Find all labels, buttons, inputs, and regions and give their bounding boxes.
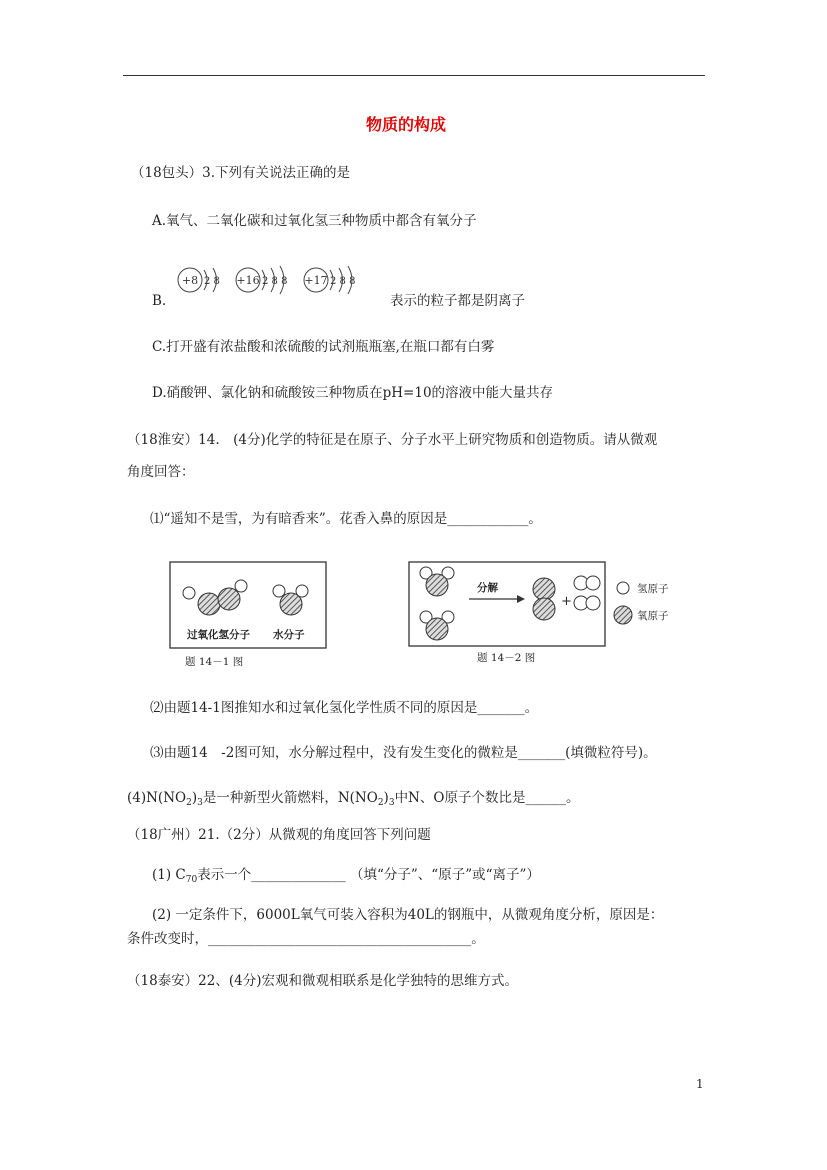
h2o2-label: 过氧化氢分子 xyxy=(187,629,250,641)
q4-header: （18泰安）22、(4分)宏观和微观相联系是化学独特的思维方式。 xyxy=(127,973,518,989)
oxygen-molecule-model xyxy=(533,578,555,620)
q1-header: （18包头）3.下列有关说法正确的是 xyxy=(131,165,351,181)
legend-oxygen-label: 氧原子 xyxy=(637,610,669,622)
figure-14-2-caption: 题 14－2 图 xyxy=(477,652,536,664)
q1-option-a: A.氧气、二氧化碳和过氧化氢三种物质中都含有氧分子 xyxy=(152,213,477,229)
header-rule xyxy=(123,75,705,76)
plus-sign: + xyxy=(561,594,572,609)
q1-option-b-prefix: B. xyxy=(152,293,167,309)
legend-oxygen-swatch xyxy=(614,606,632,624)
q2-part4: $(4)N(NO_2)_3$是一种新型火箭燃料，$N(NO_2)_3$中N、O原子个数比是______。 xyxy=(127,790,580,808)
figure-14-1 xyxy=(165,559,330,671)
q3-part2-line2: 条件改变时，_______________________________________。 xyxy=(127,931,485,947)
figure-14-1-caption: 题 14－1 图 xyxy=(185,656,244,668)
h2o-label: 水分子 xyxy=(273,629,305,641)
legend-hydrogen-swatch xyxy=(617,582,629,594)
h2o-molecule-model xyxy=(273,585,308,615)
page-number: 1 xyxy=(696,1077,704,1091)
ion-1-nucleus: +8 xyxy=(181,274,199,287)
page-title: 物质的构成 xyxy=(366,115,447,134)
ion-structure-diagrams xyxy=(170,258,390,304)
decompose-arrow xyxy=(469,595,525,603)
q1-option-c: C.打开盛有浓盐酸和浓硫酸的试剂瓶瓶塞,在瓶口都有白雾 xyxy=(152,339,495,355)
h2o2-molecule-model xyxy=(183,580,247,615)
q2-header-line2: 角度回答： xyxy=(127,464,195,480)
water-molecule-2 xyxy=(420,611,454,640)
q1-option-b-text: 表示的粒子都是阴离子 xyxy=(390,293,525,309)
hydrogen-molecule-model xyxy=(574,576,600,610)
ion-diagram-1 xyxy=(178,268,220,292)
ion-3-nucleus: +17 xyxy=(304,274,328,287)
ion-3-shells: 2 8 8 xyxy=(330,276,356,287)
water-molecule-1 xyxy=(420,567,454,596)
q3-part1: (1) $C_{70}$表示一个______________ （填“分子”、“原子”或“离子”） xyxy=(152,867,540,885)
ion-1-shells: 2 8 xyxy=(204,276,220,287)
q2-part1: ⑴“遥知不是雪，为有暗香来”。花香入鼻的原因是____________。 xyxy=(150,511,542,527)
q2-part3: ⑶由题14 -2图可知，水分解过程中，没有发生变化的微粒是_______(填微粒符号)。 xyxy=(150,745,657,761)
ion-2-shells: 2 8 8 xyxy=(262,276,288,287)
q3-part2-line1: (2) 一定条件下，6000L氧气可装入容积为40L的钢瓶中，从微观角度分析，原因是： xyxy=(152,907,664,923)
legend-hydrogen-label: 氢原子 xyxy=(637,583,669,595)
legend xyxy=(614,582,669,624)
q2-header-line1: （18淮安）14. (4分)化学的特征是在原子、分子水平上研究物质和创造物质。请从微观 xyxy=(127,432,658,448)
ion-diagram-2 xyxy=(236,266,287,294)
q3-header: （18广州）21.（2分）从微观的角度回答下列问题 xyxy=(127,827,431,843)
q1-option-d: D.硝酸钾、氯化钠和硫酸铵三种物质在pH=10的溶液中能大量共存 xyxy=(152,385,554,401)
figure-14-2 xyxy=(405,559,675,671)
arrow-label: 分解 xyxy=(477,582,498,594)
q2-part2: ⑵由题14-1图推知水和过氧化氢化学性质不同的原因是_______。 xyxy=(150,700,539,716)
ion-diagram-3 xyxy=(304,266,355,294)
ion-2-nucleus: +16 xyxy=(236,274,260,287)
